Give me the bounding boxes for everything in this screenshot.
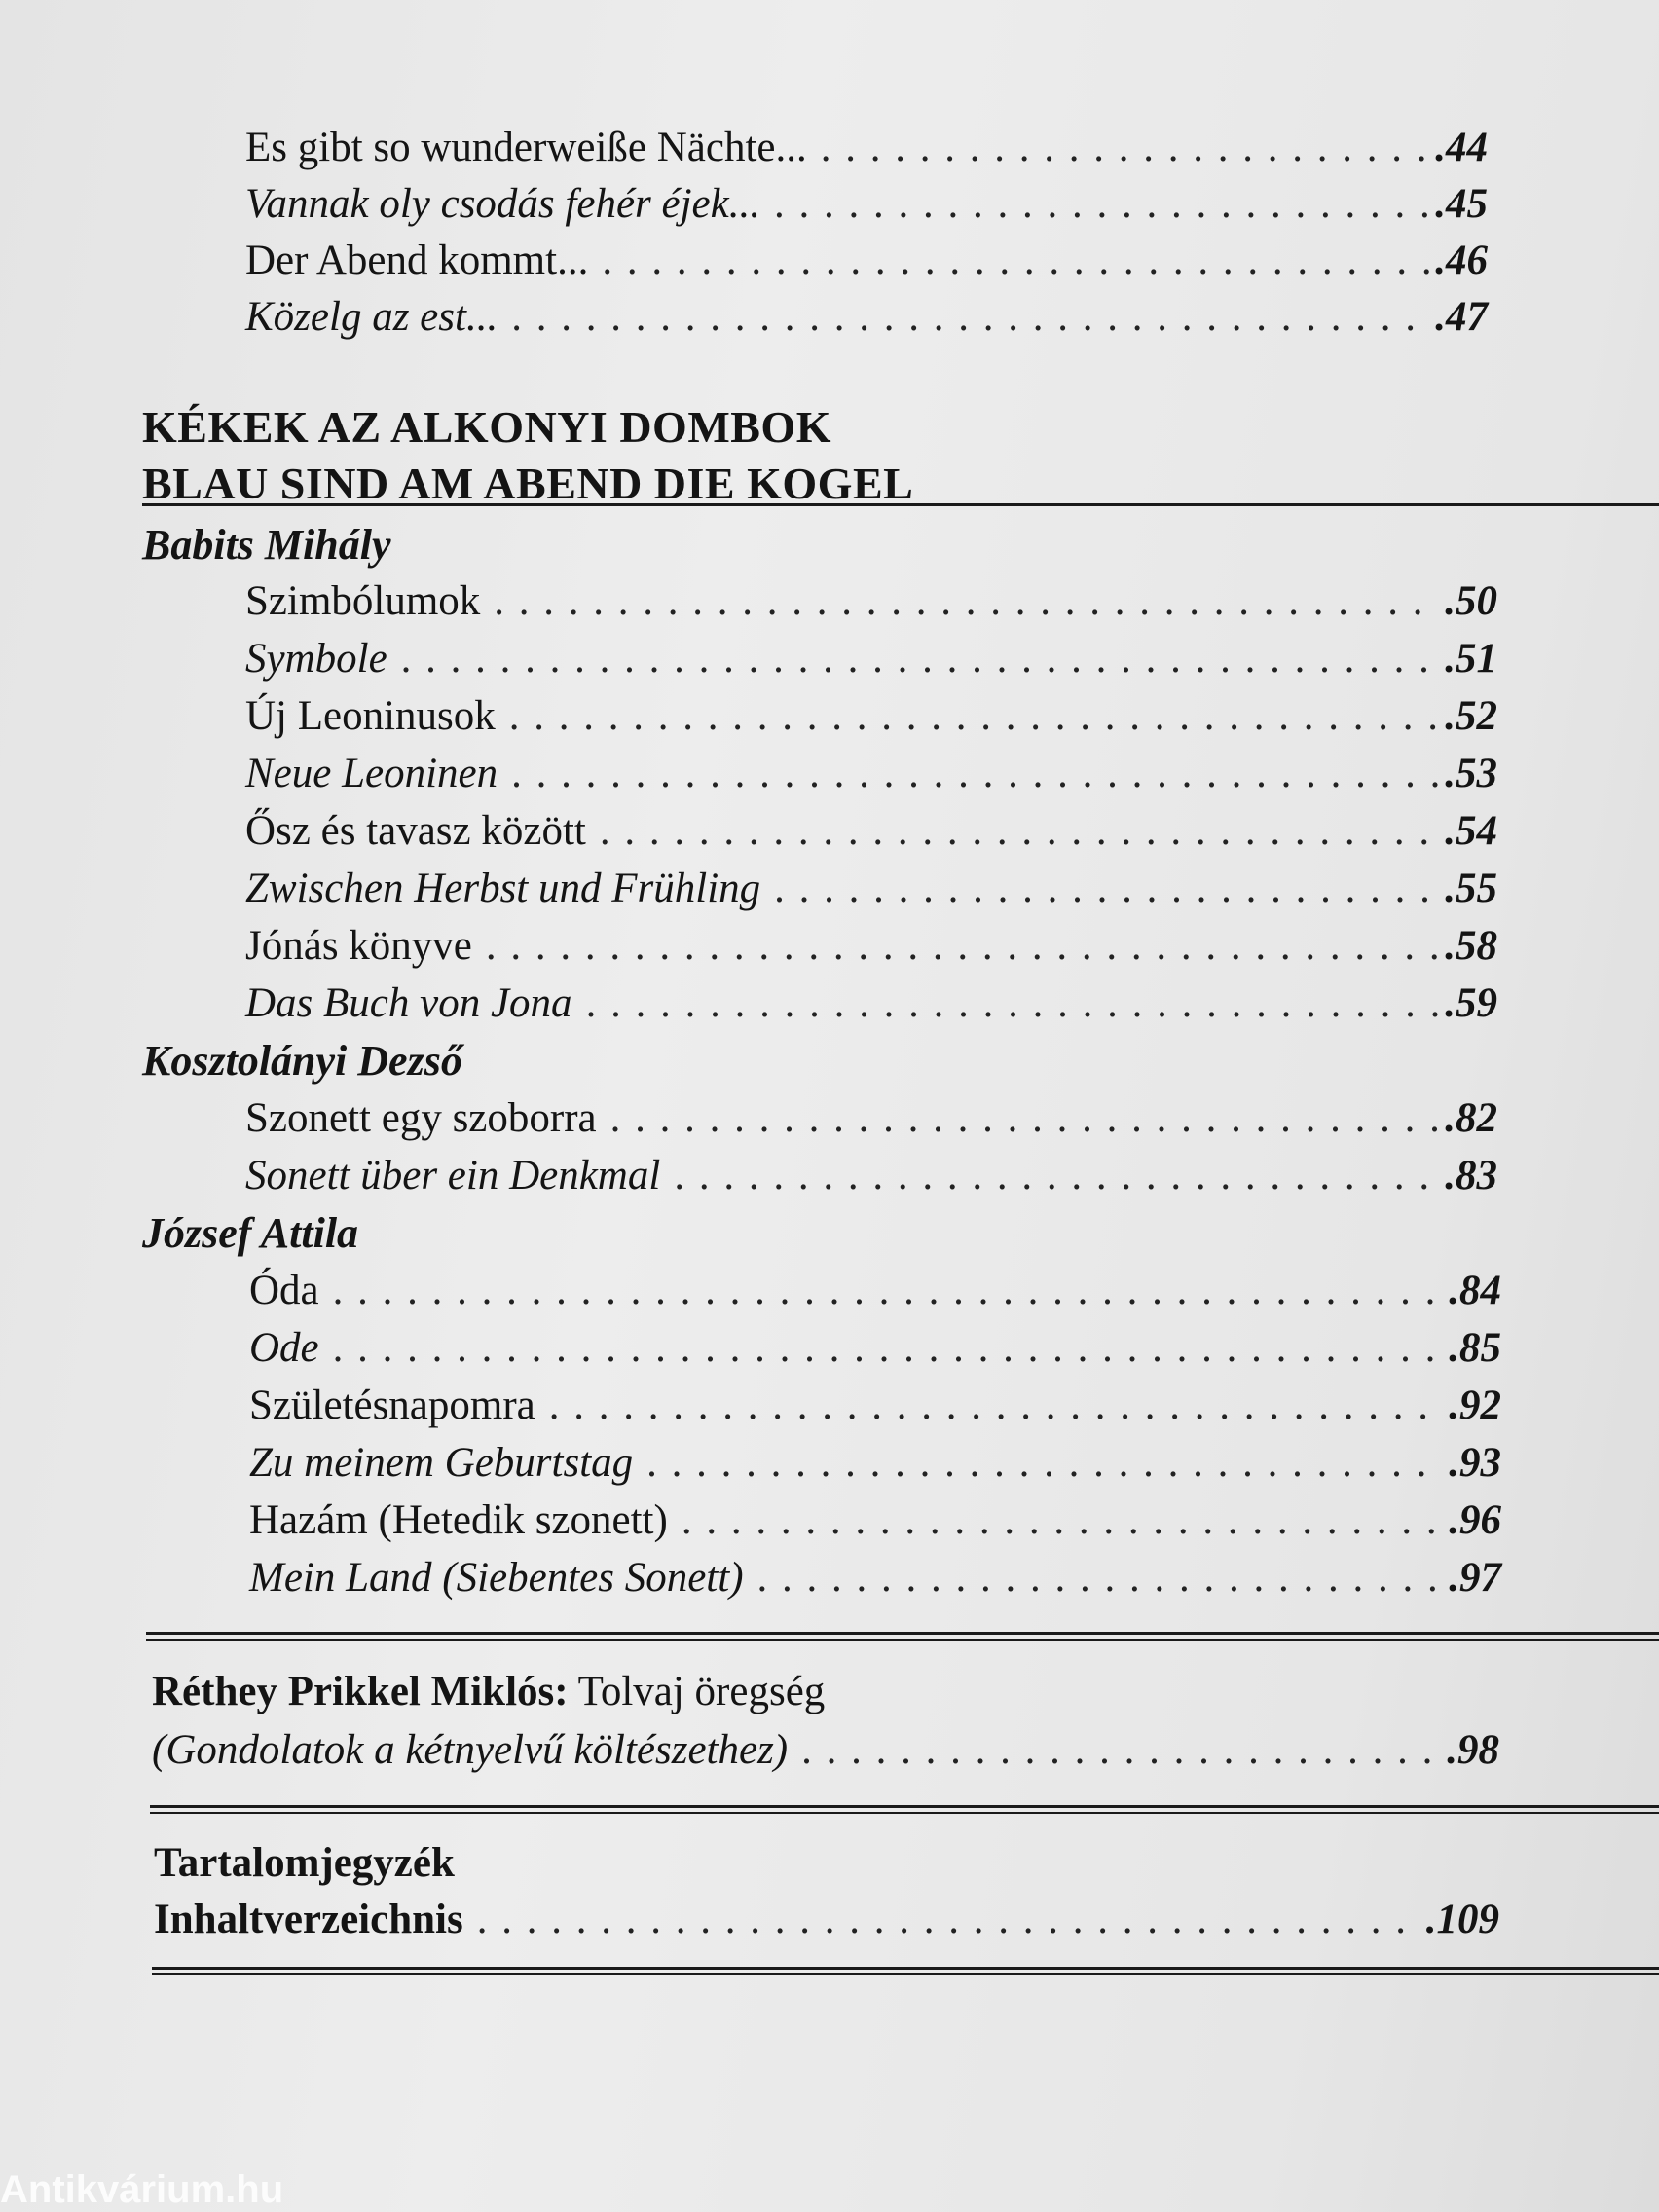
dot-leader bbox=[774, 864, 1439, 914]
toc-entry bbox=[245, 576, 1497, 627]
dot-leader bbox=[509, 691, 1439, 742]
dot-leader bbox=[477, 1895, 1420, 1945]
page-number: .85 bbox=[1449, 1325, 1501, 1371]
toc-entry bbox=[245, 1093, 1497, 1144]
page-number: .53 bbox=[1445, 751, 1497, 796]
entry-title: Der Abend kommt... bbox=[245, 238, 589, 283]
toc-entry bbox=[249, 1266, 1501, 1316]
entry-title: Sonett über ein Denkmal bbox=[245, 1153, 661, 1198]
dot-leader bbox=[801, 1725, 1441, 1776]
contents-title-de: Inhaltverzeichnis bbox=[154, 1897, 463, 1942]
page-number: .52 bbox=[1445, 693, 1497, 739]
toc-entry bbox=[245, 236, 1488, 286]
dot-leader bbox=[674, 1151, 1439, 1201]
entry-title: Zu meinem Geburtstag bbox=[249, 1440, 634, 1486]
toc-entry bbox=[249, 1381, 1501, 1431]
toc-entry bbox=[249, 1553, 1501, 1604]
page-number: .58 bbox=[1445, 923, 1497, 969]
page-number: .83 bbox=[1445, 1153, 1497, 1198]
toc-entry bbox=[154, 1895, 1499, 1945]
page-number: .45 bbox=[1435, 181, 1488, 227]
author-name: Babits Mihály bbox=[142, 521, 391, 569]
dot-leader bbox=[549, 1381, 1444, 1431]
dot-leader bbox=[682, 1495, 1443, 1546]
dot-leader bbox=[646, 1438, 1443, 1489]
toc-entry bbox=[245, 634, 1497, 684]
entry-title: Születésnapomra bbox=[249, 1382, 535, 1428]
toc-entry bbox=[249, 1495, 1501, 1546]
entry-title: Symbole bbox=[245, 636, 387, 682]
page-number: .59 bbox=[1445, 980, 1497, 1026]
page-number: .98 bbox=[1447, 1727, 1499, 1773]
entry-title: Neue Leoninen bbox=[245, 751, 498, 796]
dot-leader bbox=[333, 1266, 1444, 1316]
entry-title: Óda bbox=[249, 1268, 319, 1313]
dot-leader bbox=[401, 634, 1440, 684]
toc-entry bbox=[152, 1725, 1499, 1776]
dot-leader bbox=[333, 1323, 1444, 1374]
contents-top-divider bbox=[150, 1805, 1659, 1814]
page-number: .109 bbox=[1425, 1897, 1499, 1942]
page-number: .51 bbox=[1445, 636, 1497, 682]
toc-entry bbox=[245, 749, 1497, 799]
page-number: .97 bbox=[1449, 1555, 1501, 1601]
dot-leader bbox=[486, 921, 1439, 972]
entry-title: Közelg az est... bbox=[245, 294, 498, 340]
page-number: .92 bbox=[1449, 1382, 1501, 1428]
toc-entry bbox=[245, 806, 1497, 857]
dot-leader bbox=[774, 179, 1429, 230]
page-number: .93 bbox=[1449, 1440, 1501, 1486]
toc-entry bbox=[245, 978, 1497, 1029]
essay-subtitle: (Gondolatok a kétnyelvű költészethez) bbox=[152, 1727, 789, 1773]
page-number: .54 bbox=[1445, 808, 1497, 854]
toc-entry bbox=[245, 1151, 1497, 1201]
author-name: József Attila bbox=[142, 1209, 359, 1257]
dot-leader bbox=[757, 1553, 1444, 1604]
author-name: Kosztolányi Dezső bbox=[142, 1037, 462, 1085]
dot-leader bbox=[511, 749, 1439, 799]
toc-entry bbox=[245, 864, 1497, 914]
entry-title: Új Leoninusok bbox=[245, 693, 496, 739]
bottom-divider bbox=[152, 1967, 1659, 1975]
entry-title: Jónás könyve bbox=[245, 923, 472, 969]
dot-leader bbox=[821, 123, 1429, 173]
entry-title: Ode bbox=[249, 1325, 319, 1371]
entry-title: Es gibt so wunderweiße Nächte... bbox=[245, 125, 807, 170]
page-number: .96 bbox=[1449, 1497, 1501, 1543]
page-number: .50 bbox=[1445, 578, 1497, 624]
entry-title: Szimbólumok bbox=[245, 578, 481, 624]
toc-entry bbox=[245, 921, 1497, 972]
entry-title: Vannak oly csodás fehér éjek... bbox=[245, 181, 760, 227]
toc-entry bbox=[245, 123, 1488, 173]
section-divider bbox=[142, 503, 1659, 506]
dot-leader bbox=[511, 292, 1429, 343]
section-title-de: BLAU SIND AM ABEND DIE KOGEL bbox=[142, 459, 914, 508]
toc-entry bbox=[249, 1323, 1501, 1374]
essay-author: Réthey Prikkel Miklós: bbox=[152, 1669, 569, 1714]
entry-title: Zwischen Herbst und Frühling bbox=[245, 866, 761, 911]
entry-title: Das Buch von Jona bbox=[245, 980, 572, 1026]
toc-entry bbox=[249, 1438, 1501, 1489]
entry-title: Ősz és tavasz között bbox=[245, 808, 586, 854]
toc-entry bbox=[245, 292, 1488, 343]
page-number: .47 bbox=[1435, 294, 1488, 340]
toc-entry bbox=[245, 179, 1488, 230]
page-number: .55 bbox=[1445, 866, 1497, 911]
essay-top-divider bbox=[146, 1632, 1659, 1641]
dot-leader bbox=[602, 236, 1429, 286]
page-number: .46 bbox=[1435, 238, 1488, 283]
essay-title: Tolvaj öregség bbox=[577, 1669, 826, 1714]
page-number: .84 bbox=[1449, 1268, 1501, 1313]
essay-heading bbox=[152, 1667, 825, 1717]
entry-title: Mein Land (Siebentes Sonett) bbox=[249, 1555, 744, 1601]
dot-leader bbox=[494, 576, 1439, 627]
page-number: .44 bbox=[1435, 125, 1488, 170]
page-number: .82 bbox=[1445, 1095, 1497, 1141]
section-title-hu: KÉKEK AZ ALKONYI DOMBOK bbox=[142, 402, 831, 452]
dot-leader bbox=[610, 1093, 1440, 1144]
entry-title: Hazám (Hetedik szonett) bbox=[249, 1497, 668, 1543]
entry-title: Szonett egy szoborra bbox=[245, 1095, 597, 1141]
dot-leader bbox=[600, 806, 1439, 857]
dot-leader bbox=[586, 978, 1440, 1029]
contents-title-hu bbox=[154, 1838, 455, 1889]
watermark: Antikvárium.hu bbox=[0, 2168, 284, 2211]
toc-entry bbox=[245, 691, 1497, 742]
contents-title-text: Tartalomjegyzék bbox=[154, 1840, 455, 1886]
